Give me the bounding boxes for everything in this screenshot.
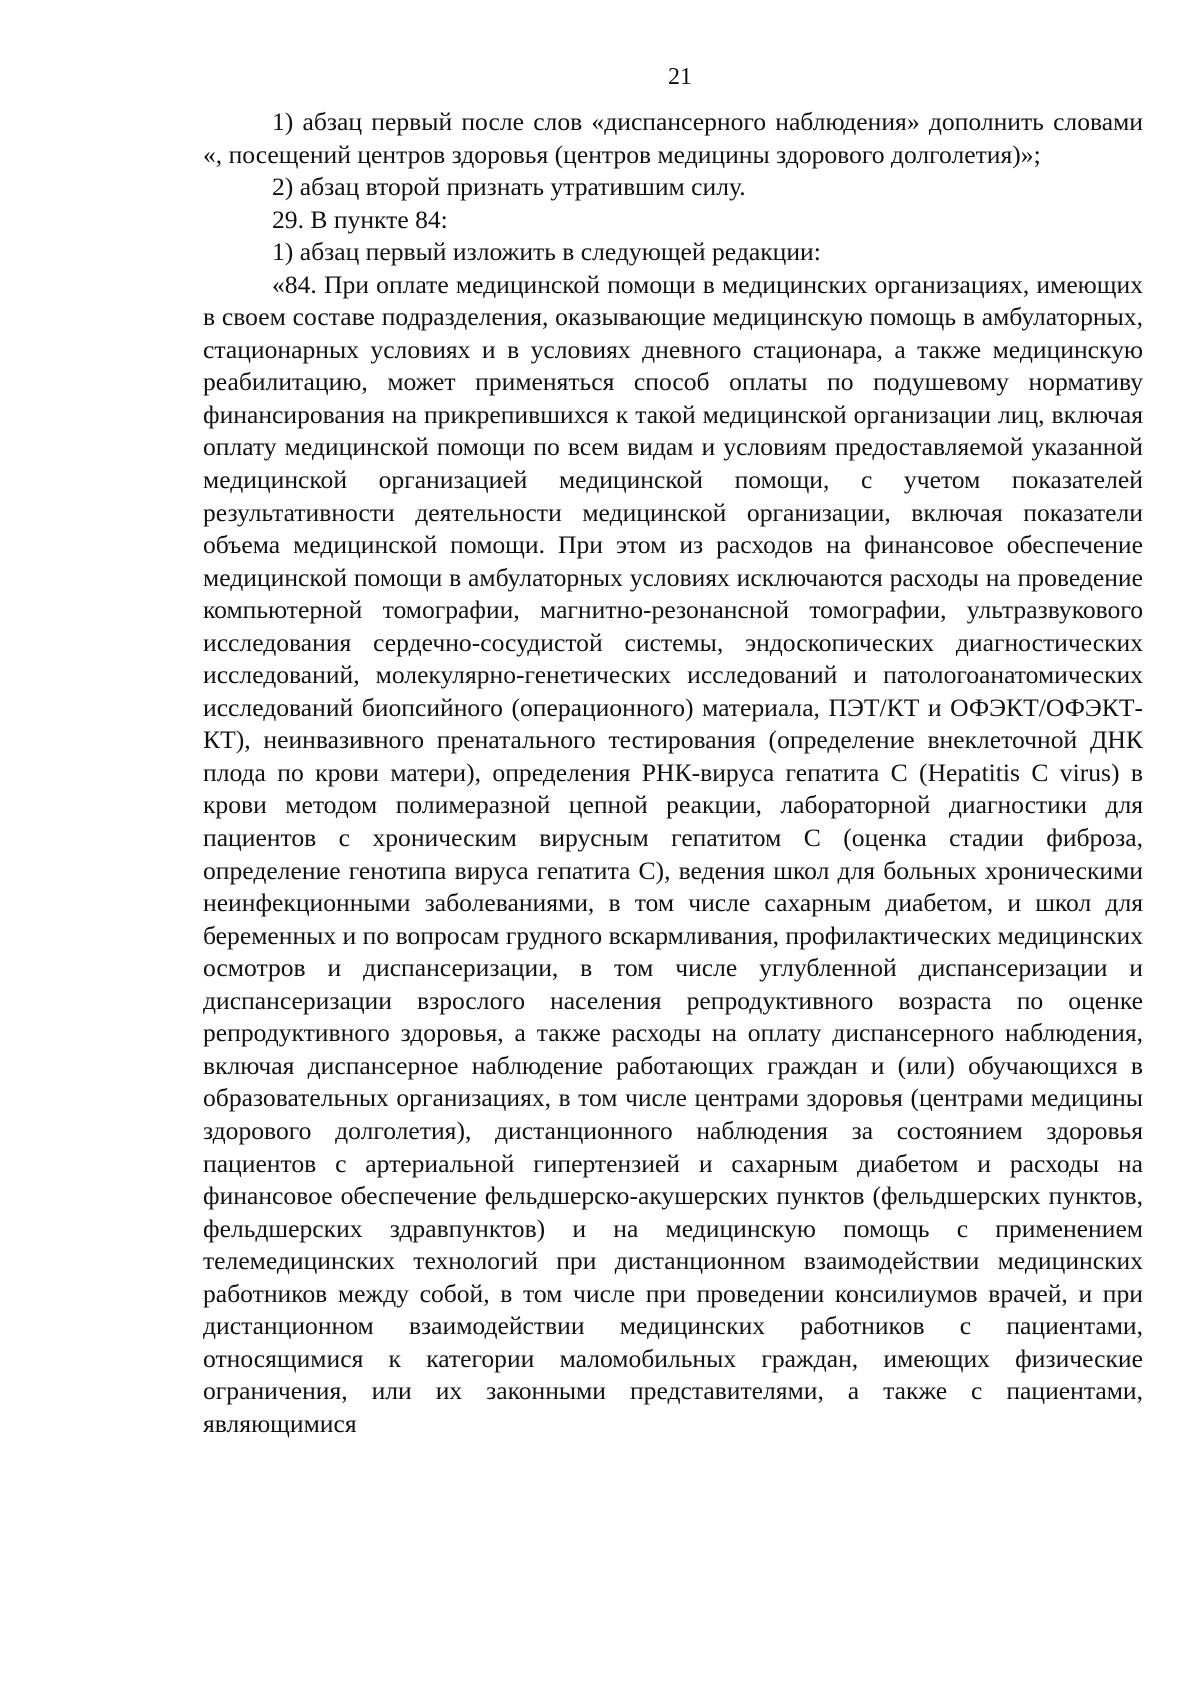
paragraph-clause-84-text: «84. При оплате медицинской помощи в медицинских организациях, имеющих в своем составе подразделения, оказывающие медицинскую помощь в амбулаторных, стационарных условиях и в условиях дневного стационара, а также медицинскую реабилитацию, может применяться способ оплаты по подушевому нормативу финансирования на прикрепившихся к такой медицинской организации лиц, включая оплату медицинской помощи по всем видам и условиям предоставляемой указанной медицинской организацией медицинской помощи, с учетом показателей результативности деятельности медицинской организации, включая показатели объема медицинской помощи. При этом из расходов на финансовое обеспечение медицинской помощи в амбулаторных условиях исключаются расходы на проведение компьютерной томографии, магнитно-резонансной томографии, ультразвукового исследования сердечно-сосудистой системы, эндоскопических диагностических исследований, молекулярно-генетических исследований и патологоанатомических исследований биопсийного (операционного) материала, ПЭТ/КТ и ОФЭКТ/ОФЭКТ-КТ), неинвазивного пренатального тестирования (определение внеклеточной ДНК плода по крови матери), определения РНК-вируса гепатита С (Hepatitis C virus) в крови методом полимеразной цепной реакции, лабораторной диагностики для пациентов с хроническим вирусным гепатитом С (оценка стадии фиброза, определение генотипа вируса гепатита С), ведения школ для больных хроническими неинфекционными заболеваниями, в том числе сахарным диабетом, и школ для беременных и по вопросам грудного вскармливания, профилактических медицинских осмотров и диспансеризации, в том числе углубленной диспансеризации и диспансеризации взрослого населения репродуктивного возраста по оценке репродуктивного здоровья, а также расходы на оплату диспансерного наблюдения, включая диспансерное наблюдение работающих граждан и (или) обучающихся в образовательных организациях, в том числе центрами здоровья (центрами медицины здорового долголетия), дистанционного наблюдения за состоянием здоровья пациентов с артериальной гипертензией и сахарным диабетом и расходы на финансовое обеспечение фельдшерско-акушерских пунктов (фельдшерских пунктов, фельдшерских здравпунктов) и на медицинскую помощь с применением телемедицинских технологий при дистанционном взаимодействии медицинских работников между собой, в том числе при проведении консилиумов врачей, и при дистанционном взаимодействии медицинских работников с пациентами, относящимися к категории маломобильных граждан, имеющих физические ограничения, или их законными представителями, а также с пациентами, являющимися [203,269,1143,1438]
page-number: 21 [668,64,692,90]
paragraph-amendment-1: 1) абзац первый после слов «диспансерного наблюдения» дополнить словами «, посещений центров здоровья (центров медицины здорового долголетия)»; [203,107,1143,169]
paragraph-item-29-heading: 29. В пункте 84: [272,204,448,234]
document-body [203,106,1143,1440]
paragraph-item-29-1: 1) абзац первый изложить в следующей редакции: [272,237,821,267]
paragraph-amendment-2: 2) абзац второй признать утратившим силу. [272,172,746,202]
